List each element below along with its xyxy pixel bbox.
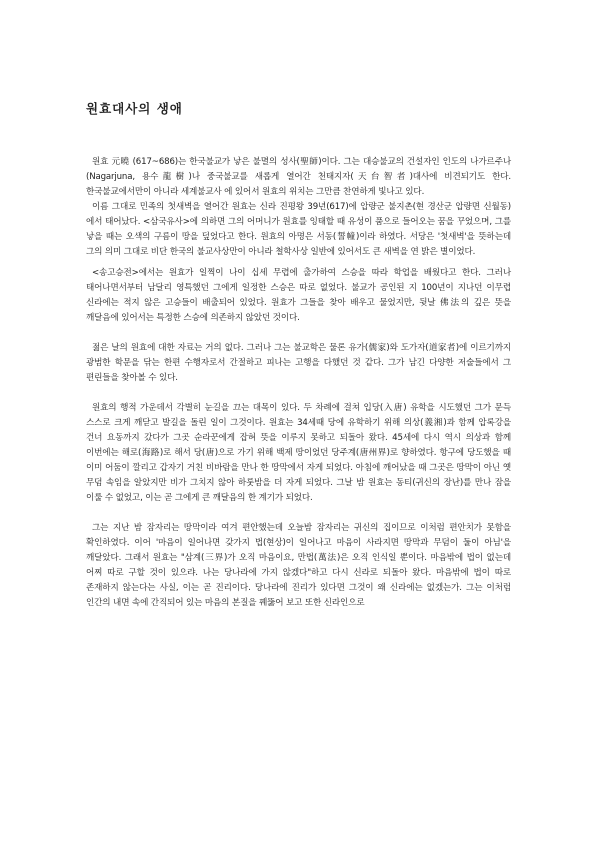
document-body bbox=[86, 155, 511, 611]
paragraph-spacer bbox=[86, 386, 511, 401]
paragraph-enlightenment: 그는 지난 밤 잠자리는 땅막이라 여겨 편안했는데 오늘밤 잠자리는 귀신의 집이므로 이처럼 편안치가 못함을 확인하였다. 이어 '마음이 일어나면 갖가지 법(현상)이 일어나고 마음이 사라지면 땅막과 무덤이 둘이 아님'을 깨달았다. 그래서 원효는 "삼계(三界)가 오직 마음이요, 만법(萬法)은 오직 인식일 뿐이다. 마음밖에 법이 없는데 어찌 따로 구할 것이 있으랴. 나는 당나라에 가지 않겠다"하고 다시 신라로 되돌아 왔다. 마음밖에 법이 따로 존재하지 않는다는 사실, 이는 곧 진리이다. 당나라에 진리가 있다면 그것이 왜 신라에는 없겠는가. 그는 이처럼 인간의 내면 속에 간직되어 있는 마음의 본질을 꿰뚫어 보고 또한 신라인으로 bbox=[86, 523, 511, 608]
paragraph-spacer bbox=[86, 506, 511, 521]
paragraph-youth: 젊은 날의 원효에 대한 자료는 거의 없다. 그러나 그는 불교학은 물론 유가(儒家)와 도가자(道家者)에 이르기까지 광범한 학문을 닦는 한편 수행자로서 간절하고 피나는 고행을 다했던 것 같다. 그가 남긴 다양한 저술들에서 그 편린들을 찾아볼 수 있다. bbox=[86, 343, 511, 383]
paragraph-journey: 원효의 행적 가운데서 각별히 눈길을 끄는 대목이 있다. 두 차례에 걸쳐 입당(入唐) 유학을 시도했던 그가 문득 스스로 크게 깨닫고 발길을 돌린 일이 그것이다. 원효는 34세때 당에 유학하기 위해 의상(義湘)과 함께 압록강을 건너 요동까지 갔다가 그곳 순라꾼에게 잡혀 뜻을 이루지 못하고 되돌아 왔다. 45세에 다시 역시 의상과 함께 이번에는 해로(海路)로 해서 당(唐)으로 가기 위해 백제 땅이었던 당주계(唐州界)로 향하였다. 항구에 당도했을 때 이미 어둠이 깔리고 갑자기 거친 비바람을 만나 한 땅막에서 자게 되었다. 아침에 깨어났을 때 그곳은 땅막이 아닌 옛 무덤 속임을 알았지만 비가 그치지 않아 하룻밤을 더 자게 되었다. 그날 밤 원효는 동티(귀신의 장난)를 만나 잠을 이룰 수 없었고, 이는 곧 그에게 큰 깨달음의 한 계기가 되었다. bbox=[86, 403, 511, 503]
paragraph-birth: 이름 그대로 민족의 첫새벽을 열어간 원효는 신라 진평왕 39년(617)에 압량군 불지촌(현 경산군 압량면 신월동)에서 태어났다. <삼국유사>에 의하면 그의 어머니가 원효를 잉태할 때 유성이 품으로 들어오는 꿈을 꾸었으며, 그를 낳을 때는 오색의 구름이 땅을 덮었다고 한다. 원효의 아명은 서동(誓幢)이라 하였다. 서당은 '첫새벽'을 뜻하는데 그의 의미 그대로 비단 한국의 불교사상만이 아니라 철학사상 일반에 있어서도 큰 새벽을 연 밝은 별이었다. bbox=[86, 202, 511, 257]
document-title: 원효대사의 생애 bbox=[86, 101, 183, 116]
paragraph-intro: 원효 元曉 (617~686)는 한국불교가 낳은 불멸의 성사(聖師)이다. 그는 대승불교의 건설자인 인도의 나가르주나(Nagarjuna, 용수龍樹)나 중국불교를 새롭게 열어간 천태지자(天台智者)대사에 비견되기도 한다. 한국불교에서만이 아니라 세계불교사 에 있어서 원효의 위치는 그만큼 찬연하게 빛나고 있다. bbox=[86, 157, 511, 197]
paragraph-spacer bbox=[86, 326, 511, 341]
paragraph-ordination: <송고승전>에서는 원효가 일찍이 나이 십세 무렵에 출가하여 스승을 따라 학업을 배웠다고 한다. 그러나 태어나면서부터 남달리 영특했던 그에게 일정한 스승은 따로 없었다. 불교가 공인된 지 100년이 지나던 이무렵 신라에는 적지 않은 고승들이 배출되어 있었다. 원효가 그들을 찾아 배우고 물었지만, 뒷날 佛法의 깊은 뜻을 깨달음에 있어서는 특정한 스승에 의존하지 않았던 것이다. bbox=[86, 268, 511, 323]
